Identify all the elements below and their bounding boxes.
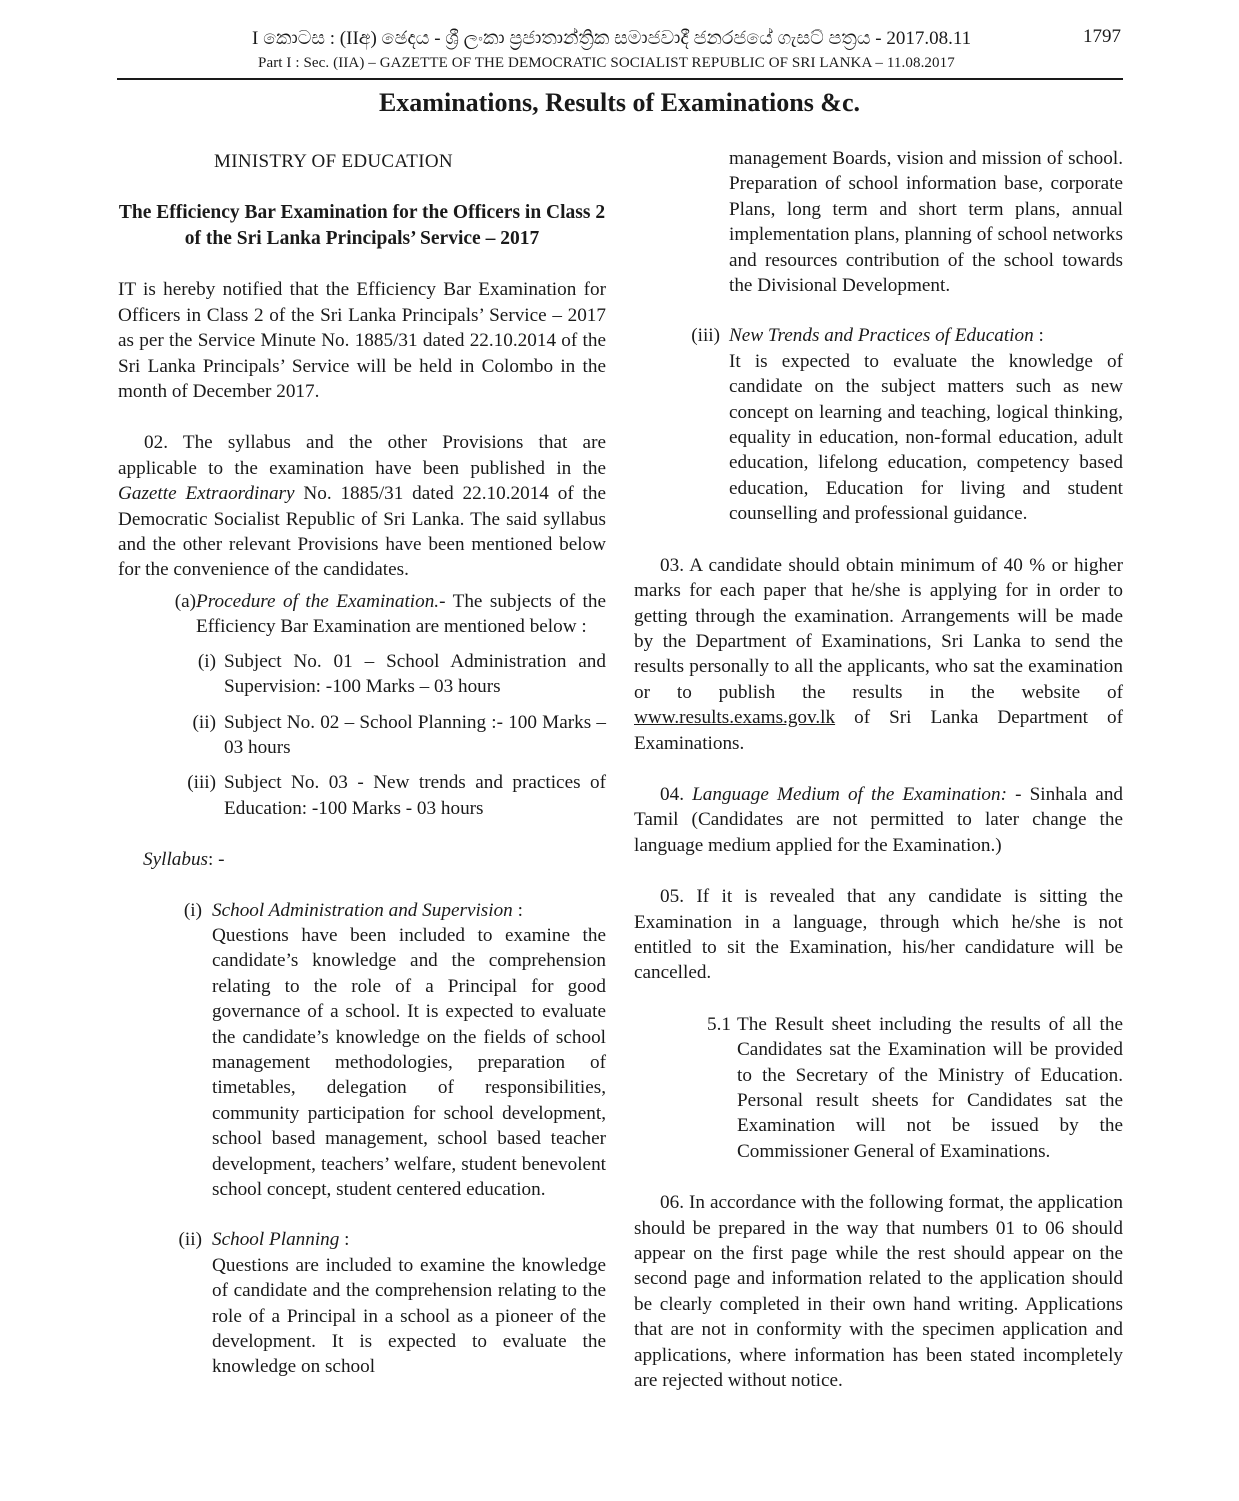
syllabus-ii-heading: School Planning : (212, 1229, 350, 1251)
paragraph-06: 06. In accordance with the following format, the application should be prepared in the way that numbers 01 to 06 should appear on the first page while the rest should appear on the second page and information related to the application should be clearly completed in their own hand writing. Applications that are not in conformity with the specimen application and applications, where information has been stated incompletely are rejected without notice. (634, 1192, 1123, 1392)
subject-item (182, 649, 606, 700)
syllabus-ii-title: School Planning (212, 1229, 340, 1251)
syllabus-item-ii (176, 1227, 606, 1379)
right-column (634, 146, 1123, 1393)
subject-text: Subject No. 02 – School Planning :- 100 Marks – 03 hours (224, 711, 606, 758)
syllabus-iii-title: New Trends and Practices of Education (729, 325, 1034, 347)
syllabus-suffix: : - (208, 849, 225, 871)
syllabus-label: Syllabus (143, 849, 209, 871)
paragraph-5-1 (702, 1012, 1123, 1164)
syllabus-iii-heading: New Trends and Practices of Education : (729, 325, 1044, 347)
syllabus-i-heading: School Administration and Supervision : (212, 899, 523, 921)
syllabus-heading (143, 847, 606, 872)
procedure-title: Procedure of the Examination.- (196, 590, 446, 612)
exam-title: The Efficiency Bar Examination for the Officers in Class 2 of the Sri Lanka Principals’ Service – 2017 (118, 202, 606, 249)
subject-mark: (ii) (192, 711, 216, 733)
syllabus-ii-mark: (ii) (178, 1229, 202, 1251)
results-website-link[interactable]: www.results.exams.gov.lk (634, 707, 836, 729)
left-column (118, 146, 606, 1380)
paragraph-04: 04. Language Medium of the Examination: - Sinhala and Tamil (Candidates are not permitted to later change the language medium applied for the Examination.) (634, 783, 1124, 856)
sinhala-header-line: I කොටස : (IIඅ) ඡෙදය - ශ්‍රී ලංකා ප්‍රජාතාන්ත්‍රික සමාජවාදී ජනරජයේ ගැසට් පත්‍රය - 2017.08.11 (252, 28, 972, 49)
procedure-item (160, 589, 606, 640)
syllabus-iii-text: It is expected to evaluate the knowledge of candidate on the subject matters such as new concept on learning and teaching, logical thinking, equality in education, non-formal education, adult education, lifelong education, competency based education, Education for living and student counselling and professional guidance. (729, 350, 1123, 525)
subject-list (182, 649, 606, 821)
syllabus-item-i (176, 898, 606, 1203)
procedure-body (196, 589, 606, 640)
language-medium-title: Language Medium of the Examination: (692, 783, 1008, 805)
gazette-extraordinary: Gazette Extraordinary (118, 483, 295, 505)
paragraph-03: 03. A candidate should obtain minimum of 40 % or higher marks for each paper that he/she is applying for in order to getting through the examination. Arrangements will be made by the Department of Examinations, Sri Lanka to send the results personally to all the applicants, who sat the examination or to publish the results in the website of www.results.exams.gov.lk of Sri Lanka Department of Examinations. (634, 554, 1123, 754)
syllabus-item-iii (686, 323, 1123, 526)
paragraph-02 (118, 430, 606, 582)
paragraph-5-1-text: The Result sheet including the results of all the Candidates sat the Examination will be provided to the Secretary of the Ministry of Education. Personal result sheets for Candidates sat the Examination will not be issued by the Commissioner General of Examinations. (737, 1013, 1123, 1162)
header-rule (117, 78, 1123, 80)
continued-text: management Boards, vision and mission of school. Preparation of school information base, corporate Plans, long term and short term plans, annual implementation plans, planning of school networks and resources contribution of the school towards the Divisional Development. (729, 148, 1123, 297)
syllabus-i-title: School Administration and Supervision (212, 899, 513, 921)
paragraph-5-1-mark: 5.1 (707, 1013, 731, 1035)
procedure-mark: (a) (174, 590, 196, 612)
procedure-text: The subjects of the Efficiency Bar Examination are mentioned below : (196, 590, 606, 638)
subject-mark: (iii) (187, 772, 216, 794)
paragraph-05: 05. If it is revealed that any candidate is sitting the Examination in a language, through which he/she is not entitled to sit the Examination, his/her candidature will be cancelled. (634, 886, 1123, 984)
ministry-heading: MINISTRY OF EDUCATION (214, 151, 453, 172)
english-header-line: Part I : Sec. (IIA) – GAZETTE OF THE DEMOCRATIC SOCIALIST REPUBLIC OF SRI LANKA – 11.08.2017 (258, 55, 955, 71)
subject-text: Subject No. 01 – School Administration and Supervision: -100 Marks – 03 hours (224, 650, 606, 698)
paragraph-02-part-a: 02. The syllabus and the other Provisions that are applicable to the examination have been published in the (118, 432, 606, 479)
section-title: Examinations, Results of Examinations &c. (378, 88, 861, 117)
syllabus-i-text: Questions have been included to examine the candidate’s knowledge and the comprehension relating to the role of a Principal for good governance of a school. It is expected to evaluate the candidate’s knowledge on the fields of school management methodologies, preparation of timetables, delegation of responsibilities, community participation for school development, school based management, school based teacher development, teachers’ welfare, student benevolent school concept, student centered education. (212, 924, 606, 1200)
syllabus-iii-mark: (iii) (691, 325, 720, 347)
subject-text: Subject No. 03 - New trends and practices of Education: -100 Marks - 03 hours (224, 772, 606, 819)
syllabus-i-mark: (i) (183, 899, 202, 921)
subject-mark: (i) (197, 650, 216, 672)
paragraph-02-part-b: No. 1885/31 dated 22.10.2014 of the Democratic Socialist Republic of Sri Lanka. The said syllabus and the other relevant Provisions have been mentioned below for the convenience of the candidates. (118, 483, 606, 581)
subject-item (182, 770, 606, 821)
intro-paragraph: IT is hereby notified that the Efficiency Bar Examination for Officers in Class 2 of the Sri Lanka Principals’ Service – 2017 as per the Service Minute No. 1885/31 dated 22.10.2014 of the Sri Lanka Principals’ Service will be held in Colombo in the month of December 2017. (118, 279, 606, 403)
subject-item (182, 710, 606, 761)
syllabus-ii-text: Questions are included to examine the knowledge of candidate and the comprehension relating to the role of a Principal in a school as a pioneer of the development. It is expected to evaluate the knowledge on school (212, 1254, 606, 1378)
page-number: 1797 (1083, 26, 1121, 47)
